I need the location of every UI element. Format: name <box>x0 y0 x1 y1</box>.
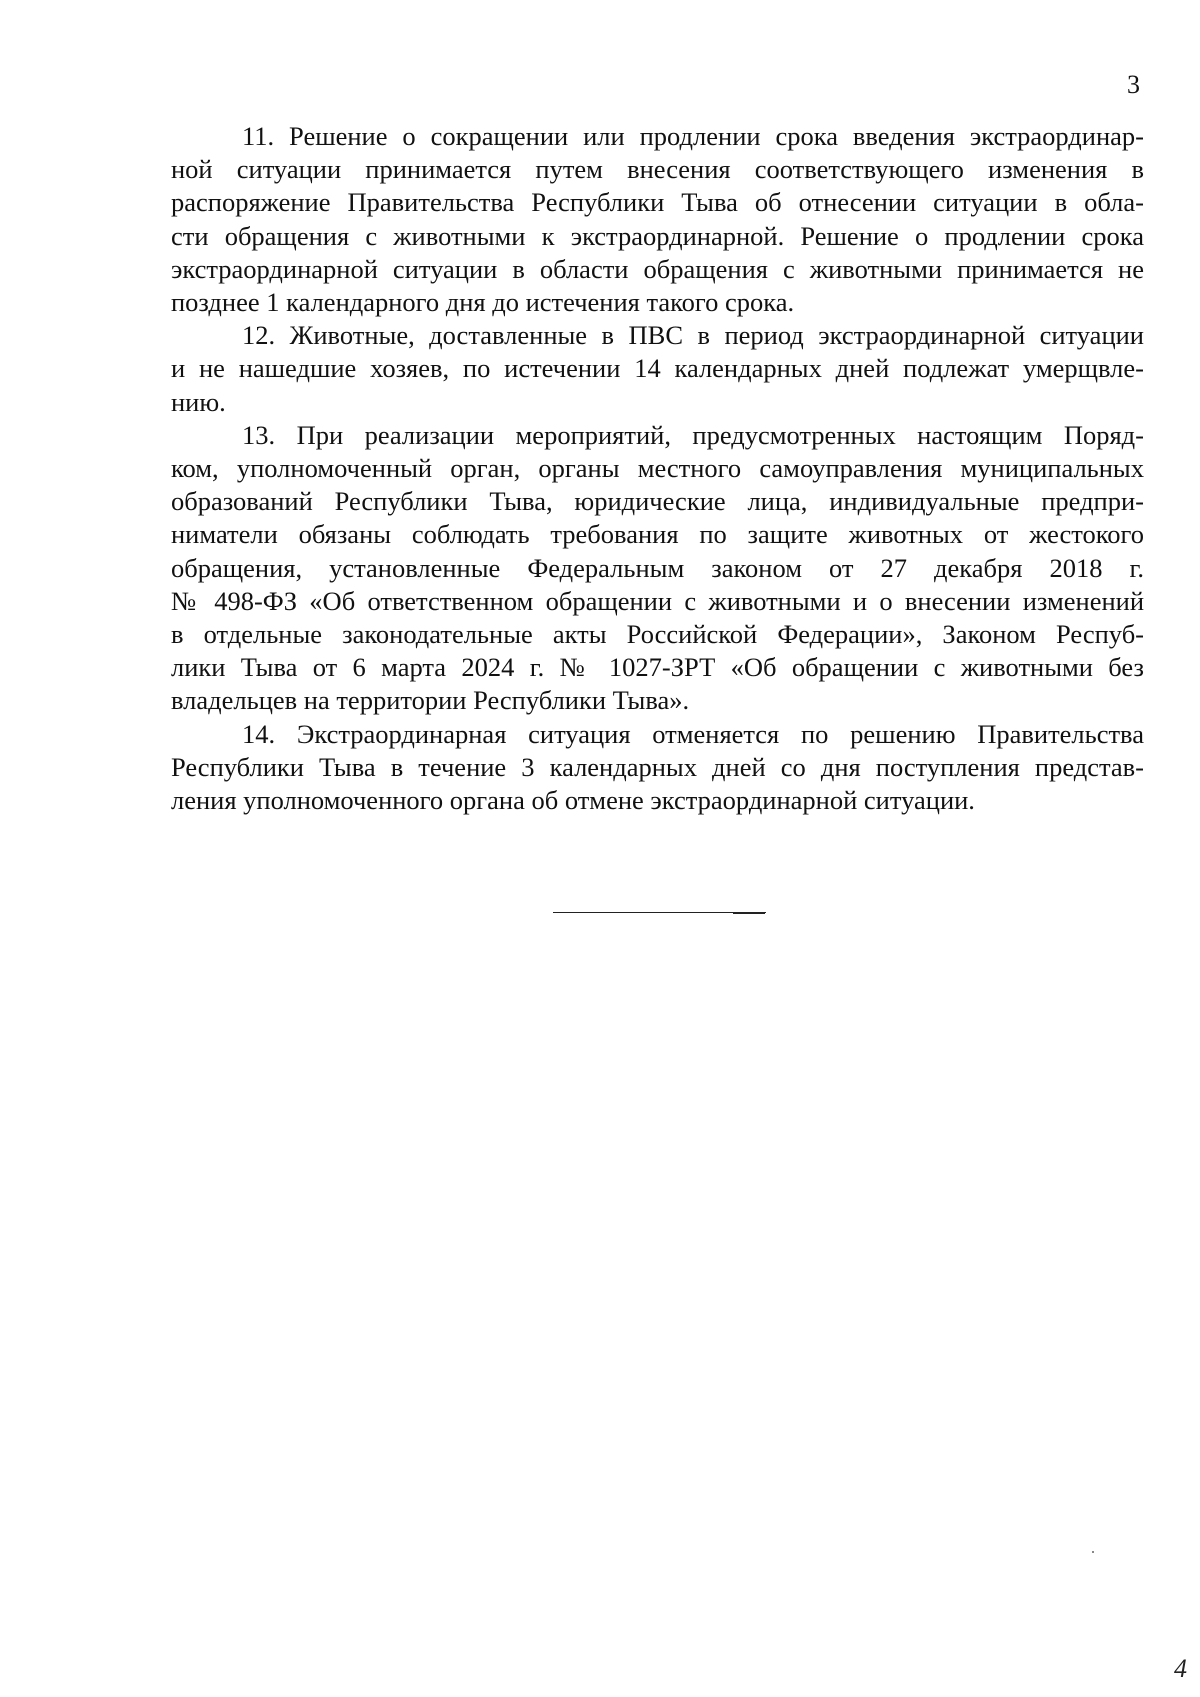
text-line: 13. При реализации мероприятий, предусмотренных настоящим Поряд- <box>242 419 1144 450</box>
text-line: Республики Тыва в течение 3 календарных дней со дня поступления представ- <box>171 751 1144 782</box>
text-line: № 498-ФЗ «Об ответственном обращении с животными и о внесении изменений <box>171 585 1144 616</box>
text-line: ниматели обязаны соблюдать требования по защите животных от жестокого <box>171 519 1144 550</box>
text-line: образований Республики Тыва, юридические лица, индивидуальные предпри- <box>171 486 1144 517</box>
paragraph-13 <box>171 419 1144 718</box>
text-line: ком, уполномоченный орган, органы местного самоуправления муниципальных <box>171 453 1144 484</box>
text-line: ной ситуации принимается путем внесения соответствующего изменения в <box>171 154 1144 185</box>
text-line: ления уполномоченного органа об отмене экстраординарной ситуации. <box>171 785 975 816</box>
end-separator-tail <box>733 913 765 914</box>
scan-speck <box>1092 1551 1094 1553</box>
text-line: 14. Экстраординарная ситуация отменяется по решению Правительства <box>242 718 1144 749</box>
text-line: 12. Животные, доставленные в ПВС в период экстраординарной ситуации <box>242 320 1144 351</box>
text-line: в отдельные законодательные акты Российской Федерации», Законом Респуб- <box>171 619 1144 650</box>
text-line: 11. Решение о сокращении или продлении срока введения экстраординар- <box>242 121 1144 151</box>
text-line: обращения, установленные Федеральным законом от 27 декабря 2018 г. <box>171 552 1144 583</box>
text-line: распоряжение Правительства Республики Тыва об отнесении ситуации в обла- <box>171 187 1144 218</box>
text-line: и не нашедшие хозяев, по истечении 14 календарных дней подлежат умерщвле- <box>171 353 1144 384</box>
handwritten-page-mark: 4 <box>1174 1654 1187 1683</box>
paragraph-14 <box>171 718 1144 818</box>
text-line: лики Тыва от 6 марта 2024 г. № 1027-ЗРТ «Об обращении с животными без <box>171 652 1144 683</box>
text-line: нию. <box>171 386 226 417</box>
paragraph-12 <box>171 319 1144 419</box>
text-line: позднее 1 календарного дня до истечения такого срока. <box>171 287 795 318</box>
text-line: сти обращения с животными к экстраординарной. Решение о продлении срока <box>171 220 1144 251</box>
document-body <box>171 120 1144 817</box>
paragraph-11 <box>171 120 1144 319</box>
page-number: 3 <box>1127 70 1140 99</box>
text-line: экстраординарной ситуации в области обращения с животными принимается не <box>171 253 1144 284</box>
text-line: владельцев на территории Республики Тыва». <box>171 685 690 716</box>
